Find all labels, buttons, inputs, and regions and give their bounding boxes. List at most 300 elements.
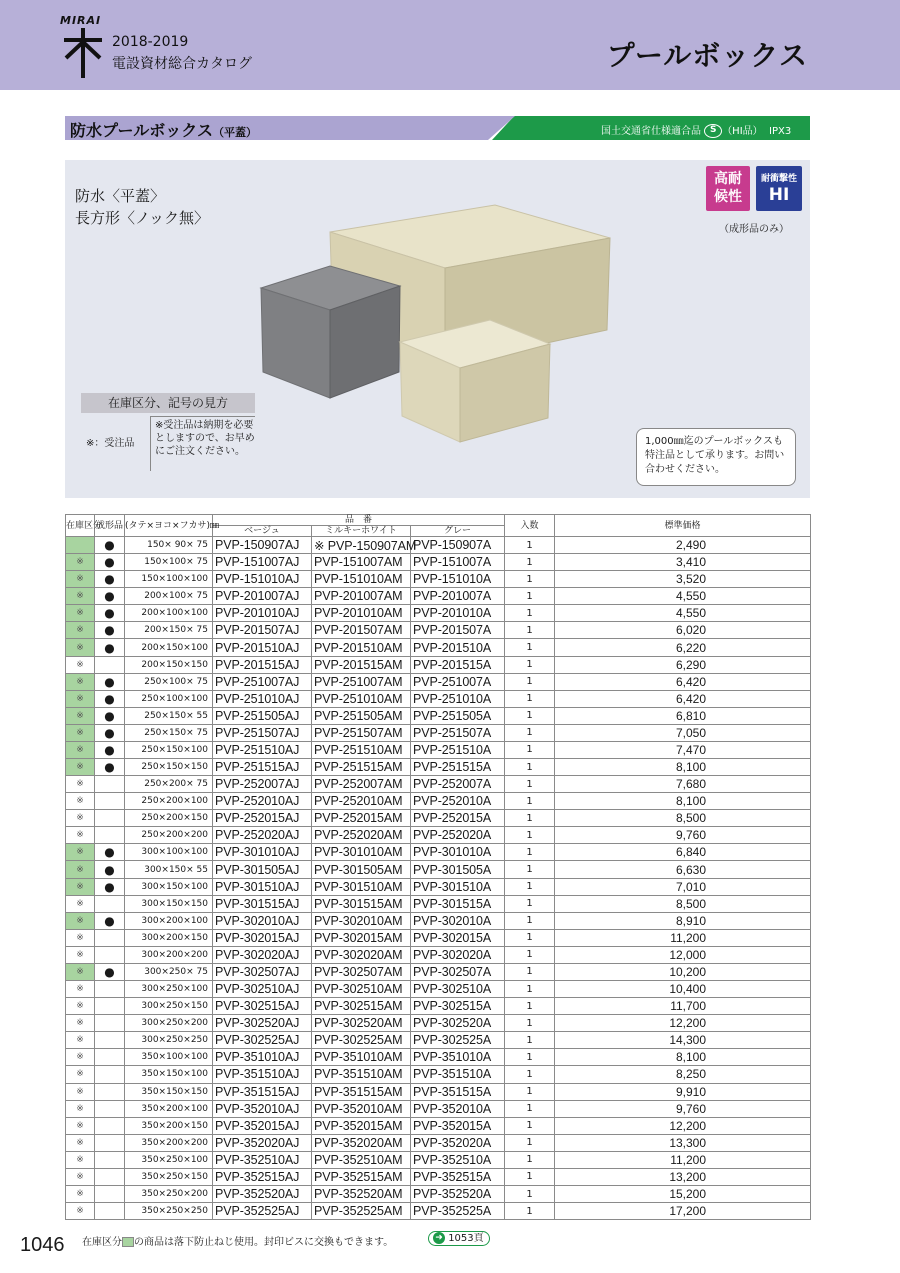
table-row bbox=[66, 963, 811, 980]
product-subtitle-2: 長方形〈ノック無〉 bbox=[75, 209, 209, 227]
price-cell: 11,700 bbox=[555, 998, 811, 1015]
qty-cell: 1 bbox=[505, 741, 555, 758]
molded-cell: ● bbox=[95, 605, 125, 622]
price-cell: 4,550 bbox=[555, 588, 811, 605]
stock-cell: ※ bbox=[66, 588, 95, 605]
price-cell: 6,290 bbox=[555, 656, 811, 673]
stock-cell: ※ bbox=[66, 963, 95, 980]
stock-cell: ※ bbox=[66, 844, 95, 861]
beige-part-number: PVP-251507AJ bbox=[213, 724, 312, 741]
beige-part-number: PVP-252020AJ bbox=[213, 827, 312, 844]
milky-part-number: PVP-352510AM bbox=[312, 1151, 411, 1168]
molded-cell: ● bbox=[95, 912, 125, 929]
footer-note-before: 在庫区分 bbox=[82, 1237, 122, 1248]
gray-part-number: PVP-352015A bbox=[411, 1117, 505, 1134]
table-row bbox=[66, 656, 811, 673]
gray-part-number: PVP-302020A bbox=[411, 946, 505, 963]
table-row bbox=[66, 1083, 811, 1100]
price-cell: 6,420 bbox=[555, 673, 811, 690]
brand-name: MIRAI bbox=[60, 14, 102, 27]
qty-cell: 1 bbox=[505, 1083, 555, 1100]
beige-part-number: PVP-201515AJ bbox=[213, 656, 312, 673]
gray-part-number: PVP-302515A bbox=[411, 998, 505, 1015]
price-cell: 4,550 bbox=[555, 605, 811, 622]
size-cell: 250×100× 75 bbox=[125, 673, 213, 690]
stock-cell: ※ bbox=[66, 707, 95, 724]
beige-part-number: PVP-302515AJ bbox=[213, 998, 312, 1015]
gray-part-number: PVP-301010A bbox=[411, 844, 505, 861]
beige-part-number: PVP-352525AJ bbox=[213, 1203, 312, 1220]
size-cell: 300×250×250 bbox=[125, 1032, 213, 1049]
beige-part-number: PVP-352010AJ bbox=[213, 1100, 312, 1117]
table-row bbox=[66, 605, 811, 622]
milky-part-number: PVP-302020AM bbox=[312, 946, 411, 963]
badge2-line2: HI bbox=[768, 185, 790, 205]
qty-cell: 1 bbox=[505, 1185, 555, 1202]
milky-part-number: ※ PVP-150907AM bbox=[312, 537, 411, 554]
table-row bbox=[66, 861, 811, 878]
size-cell: 250×150× 75 bbox=[125, 724, 213, 741]
price-cell: 12,200 bbox=[555, 1015, 811, 1032]
qty-cell: 1 bbox=[505, 861, 555, 878]
gray-part-number: PVP-252007A bbox=[411, 776, 505, 793]
catalog-year: 2018-2019 bbox=[112, 34, 189, 50]
size-cell: 200×100×100 bbox=[125, 605, 213, 622]
size-cell: 200×150× 75 bbox=[125, 622, 213, 639]
milky-part-number: PVP-352520AM bbox=[312, 1185, 411, 1202]
spec-ipx: IPX3 bbox=[769, 126, 792, 137]
weather-resistance-badge bbox=[706, 166, 750, 211]
page-reference-text: 1053頁 bbox=[448, 1233, 484, 1244]
qty-cell: 1 bbox=[505, 554, 555, 571]
table-row bbox=[66, 759, 811, 776]
molded-cell: ● bbox=[95, 588, 125, 605]
molded-cell bbox=[95, 793, 125, 810]
milky-part-number: PVP-151007AM bbox=[312, 554, 411, 571]
stock-cell: ※ bbox=[66, 1049, 95, 1066]
gray-part-number: PVP-251507A bbox=[411, 724, 505, 741]
header-hinban: 品 番 bbox=[213, 515, 505, 526]
gray-part-number: PVP-251505A bbox=[411, 707, 505, 724]
table-row bbox=[66, 912, 811, 929]
molded-cell: ● bbox=[95, 741, 125, 758]
qty-cell: 1 bbox=[505, 1100, 555, 1117]
beige-part-number: PVP-252007AJ bbox=[213, 776, 312, 793]
stock-legend-heading: 在庫区分、記号の見方 bbox=[81, 393, 255, 413]
molded-cell: ● bbox=[95, 861, 125, 878]
milky-part-number: PVP-201507AM bbox=[312, 622, 411, 639]
page-number: 1046 bbox=[20, 1234, 65, 1256]
price-cell: 14,300 bbox=[555, 1032, 811, 1049]
size-cell: 350×100×100 bbox=[125, 1049, 213, 1066]
milky-part-number: PVP-251507AM bbox=[312, 724, 411, 741]
price-cell: 8,100 bbox=[555, 793, 811, 810]
product-subtitle-1: 防水〈平蓋〉 bbox=[75, 187, 166, 205]
molded-cell: ● bbox=[95, 639, 125, 656]
beige-part-number: PVP-302525AJ bbox=[213, 1032, 312, 1049]
table-row bbox=[66, 895, 811, 912]
beige-part-number: PVP-352510AJ bbox=[213, 1151, 312, 1168]
price-cell: 9,910 bbox=[555, 1083, 811, 1100]
beige-part-number: PVP-301515AJ bbox=[213, 895, 312, 912]
qty-cell: 1 bbox=[505, 1203, 555, 1220]
molded-cell bbox=[95, 1203, 125, 1220]
qty-cell: 1 bbox=[505, 776, 555, 793]
size-cell: 300×250× 75 bbox=[125, 963, 213, 980]
gray-part-number: PVP-351010A bbox=[411, 1049, 505, 1066]
qty-cell: 1 bbox=[505, 571, 555, 588]
stock-cell: ※ bbox=[66, 622, 95, 639]
milky-part-number: PVP-252015AM bbox=[312, 810, 411, 827]
molded-cell: ● bbox=[95, 724, 125, 741]
badge2-line1: 耐衝撃性 bbox=[760, 174, 797, 184]
stock-cell: ※ bbox=[66, 861, 95, 878]
table-row bbox=[66, 810, 811, 827]
table-row bbox=[66, 929, 811, 946]
milky-part-number: PVP-302010AM bbox=[312, 912, 411, 929]
molded-cell bbox=[95, 1049, 125, 1066]
beige-part-number: PVP-352515AJ bbox=[213, 1168, 312, 1185]
stock-cell: ※ bbox=[66, 571, 95, 588]
size-cell: 250×200×150 bbox=[125, 810, 213, 827]
beige-part-number: PVP-302010AJ bbox=[213, 912, 312, 929]
stock-cell: ※ bbox=[66, 1066, 95, 1083]
table-row bbox=[66, 1134, 811, 1151]
table-row bbox=[66, 673, 811, 690]
beige-part-number: PVP-352015AJ bbox=[213, 1117, 312, 1134]
beige-part-number: PVP-201507AJ bbox=[213, 622, 312, 639]
header-milky: ミルキーホワイト bbox=[312, 526, 411, 537]
size-cell: 350×250×150 bbox=[125, 1168, 213, 1185]
size-cell: 350×200×200 bbox=[125, 1134, 213, 1151]
custom-order-note: 1,000㎜迄のプールボックスも特注品として承ります。お問い合わせください。 bbox=[636, 428, 796, 486]
beige-part-number: PVP-302507AJ bbox=[213, 963, 312, 980]
milky-part-number: PVP-301010AM bbox=[312, 844, 411, 861]
molded-cell: ● bbox=[95, 537, 125, 554]
milky-part-number: PVP-252007AM bbox=[312, 776, 411, 793]
header-size-unit: ㎜ bbox=[210, 520, 220, 531]
beige-part-number: PVP-302510AJ bbox=[213, 981, 312, 998]
beige-part-number: PVP-302520AJ bbox=[213, 1015, 312, 1032]
price-cell: 11,200 bbox=[555, 929, 811, 946]
molded-cell bbox=[95, 981, 125, 998]
qty-cell: 1 bbox=[505, 1134, 555, 1151]
beige-part-number: PVP-251505AJ bbox=[213, 707, 312, 724]
price-cell: 8,500 bbox=[555, 810, 811, 827]
table-row bbox=[66, 571, 811, 588]
size-cell: 250×200× 75 bbox=[125, 776, 213, 793]
section-title-text: 防水プールボックス bbox=[70, 121, 214, 140]
table-row bbox=[66, 1049, 811, 1066]
stock-cell: ※ bbox=[66, 639, 95, 656]
table-row bbox=[66, 741, 811, 758]
milky-part-number: PVP-352015AM bbox=[312, 1117, 411, 1134]
stock-cell: ※ bbox=[66, 1203, 95, 1220]
qty-cell: 1 bbox=[505, 844, 555, 861]
table-row bbox=[66, 793, 811, 810]
beige-part-number: PVP-201510AJ bbox=[213, 639, 312, 656]
gray-part-number: PVP-301515A bbox=[411, 895, 505, 912]
price-cell: 2,490 bbox=[555, 537, 811, 554]
milky-part-number: PVP-302520AM bbox=[312, 1015, 411, 1032]
gray-part-number: PVP-302510A bbox=[411, 981, 505, 998]
beige-part-number: PVP-302015AJ bbox=[213, 929, 312, 946]
s-mark-icon: S bbox=[704, 124, 722, 138]
price-cell: 7,680 bbox=[555, 776, 811, 793]
table-row bbox=[66, 827, 811, 844]
stock-cell: ※ bbox=[66, 946, 95, 963]
qty-cell: 1 bbox=[505, 929, 555, 946]
milky-part-number: PVP-352010AM bbox=[312, 1100, 411, 1117]
stock-cell: ※ bbox=[66, 1134, 95, 1151]
catalog-name: 電設資材総合カタログ bbox=[112, 56, 252, 72]
qty-cell: 1 bbox=[505, 707, 555, 724]
stock-cell: ※ bbox=[66, 1117, 95, 1134]
size-cell: 300×250×200 bbox=[125, 1015, 213, 1032]
stock-cell: ※ bbox=[66, 827, 95, 844]
table-row bbox=[66, 1066, 811, 1083]
gray-part-number: PVP-302507A bbox=[411, 963, 505, 980]
gray-part-number: PVP-301510A bbox=[411, 878, 505, 895]
stock-cell: ※ bbox=[66, 929, 95, 946]
price-cell: 3,410 bbox=[555, 554, 811, 571]
milky-part-number: PVP-251510AM bbox=[312, 741, 411, 758]
size-cell: 300×150×150 bbox=[125, 895, 213, 912]
qty-cell: 1 bbox=[505, 895, 555, 912]
size-cell: 300×250×150 bbox=[125, 998, 213, 1015]
gray-part-number: PVP-252015A bbox=[411, 810, 505, 827]
gray-part-number: PVP-352515A bbox=[411, 1168, 505, 1185]
molded-cell bbox=[95, 895, 125, 912]
milky-part-number: PVP-201515AM bbox=[312, 656, 411, 673]
milky-part-number: PVP-351010AM bbox=[312, 1049, 411, 1066]
price-cell: 6,420 bbox=[555, 690, 811, 707]
molded-cell bbox=[95, 998, 125, 1015]
stock-cell: ※ bbox=[66, 895, 95, 912]
gray-part-number: PVP-302525A bbox=[411, 1032, 505, 1049]
stock-legend-mark: ※：受注品 bbox=[86, 438, 135, 449]
beige-part-number: PVP-201007AJ bbox=[213, 588, 312, 605]
beige-part-number: PVP-251515AJ bbox=[213, 759, 312, 776]
stock-cell: ※ bbox=[66, 776, 95, 793]
size-cell: 200×100× 75 bbox=[125, 588, 213, 605]
header-beige: ベージュ bbox=[213, 526, 312, 537]
table-row bbox=[66, 588, 811, 605]
header-molded: 成形品 bbox=[95, 515, 125, 537]
molded-cell bbox=[95, 1066, 125, 1083]
table-row bbox=[66, 1117, 811, 1134]
molded-cell: ● bbox=[95, 554, 125, 571]
header-price: 標準価格 bbox=[555, 515, 811, 537]
qty-cell: 1 bbox=[505, 1066, 555, 1083]
footer-note bbox=[82, 1233, 393, 1248]
size-cell: 300×200×150 bbox=[125, 929, 213, 946]
price-cell: 7,010 bbox=[555, 878, 811, 895]
milky-part-number: PVP-252010AM bbox=[312, 793, 411, 810]
price-cell: 9,760 bbox=[555, 827, 811, 844]
milky-part-number: PVP-352020AM bbox=[312, 1134, 411, 1151]
size-cell: 350×150×100 bbox=[125, 1066, 213, 1083]
gray-part-number: PVP-301505A bbox=[411, 861, 505, 878]
beige-part-number: PVP-252010AJ bbox=[213, 793, 312, 810]
molded-cell: ● bbox=[95, 690, 125, 707]
price-cell: 8,500 bbox=[555, 895, 811, 912]
milky-part-number: PVP-301515AM bbox=[312, 895, 411, 912]
price-cell: 10,200 bbox=[555, 963, 811, 980]
table-row bbox=[66, 554, 811, 571]
qty-cell: 1 bbox=[505, 759, 555, 776]
beige-part-number: PVP-201010AJ bbox=[213, 605, 312, 622]
gray-part-number: PVP-201507A bbox=[411, 622, 505, 639]
qty-cell: 1 bbox=[505, 622, 555, 639]
size-cell: 150×100×100 bbox=[125, 571, 213, 588]
molded-cell: ● bbox=[95, 878, 125, 895]
stock-cell: ※ bbox=[66, 690, 95, 707]
gray-part-number: PVP-151010A bbox=[411, 571, 505, 588]
qty-cell: 1 bbox=[505, 690, 555, 707]
stock-cell: ※ bbox=[66, 554, 95, 571]
price-cell: 12,200 bbox=[555, 1117, 811, 1134]
milky-part-number: PVP-301505AM bbox=[312, 861, 411, 878]
beige-part-number: PVP-251007AJ bbox=[213, 673, 312, 690]
price-cell: 7,050 bbox=[555, 724, 811, 741]
stock-cell: ※ bbox=[66, 656, 95, 673]
gray-part-number: PVP-251007A bbox=[411, 673, 505, 690]
gray-part-number: PVP-201510A bbox=[411, 639, 505, 656]
molded-cell bbox=[95, 1100, 125, 1117]
milky-part-number: PVP-201007AM bbox=[312, 588, 411, 605]
table-row bbox=[66, 1151, 811, 1168]
qty-cell: 1 bbox=[505, 639, 555, 656]
size-cell: 250×200×200 bbox=[125, 827, 213, 844]
size-cell: 300×150×100 bbox=[125, 878, 213, 895]
beige-part-number: PVP-151007AJ bbox=[213, 554, 312, 571]
size-cell: 250×150× 55 bbox=[125, 707, 213, 724]
size-cell: 300×150× 55 bbox=[125, 861, 213, 878]
stock-cell: ※ bbox=[66, 605, 95, 622]
qty-cell: 1 bbox=[505, 912, 555, 929]
beige-part-number: PVP-301010AJ bbox=[213, 844, 312, 861]
milky-part-number: PVP-251007AM bbox=[312, 673, 411, 690]
milky-part-number: PVP-351510AM bbox=[312, 1066, 411, 1083]
stock-cell: ※ bbox=[66, 1032, 95, 1049]
price-cell: 11,200 bbox=[555, 1151, 811, 1168]
gray-part-number: PVP-302015A bbox=[411, 929, 505, 946]
table-row bbox=[66, 537, 811, 554]
price-cell: 3,520 bbox=[555, 571, 811, 588]
price-cell: 6,840 bbox=[555, 844, 811, 861]
gray-part-number: PVP-352510A bbox=[411, 1151, 505, 1168]
qty-cell: 1 bbox=[505, 810, 555, 827]
beige-part-number: PVP-302020AJ bbox=[213, 946, 312, 963]
size-cell: 300×100×100 bbox=[125, 844, 213, 861]
table-row bbox=[66, 981, 811, 998]
price-cell: 7,470 bbox=[555, 741, 811, 758]
qty-cell: 1 bbox=[505, 981, 555, 998]
milky-part-number: PVP-302510AM bbox=[312, 981, 411, 998]
stock-cell: ※ bbox=[66, 1185, 95, 1202]
stock-cell: ※ bbox=[66, 810, 95, 827]
table-row bbox=[66, 690, 811, 707]
stock-cell: ※ bbox=[66, 724, 95, 741]
molded-cell bbox=[95, 1083, 125, 1100]
milky-part-number: PVP-351515AM bbox=[312, 1083, 411, 1100]
molded-cell bbox=[95, 1168, 125, 1185]
page-reference-link[interactable] bbox=[428, 1231, 490, 1246]
molded-cell bbox=[95, 1032, 125, 1049]
stock-cell: ※ bbox=[66, 1015, 95, 1032]
gray-part-number: PVP-150907A bbox=[411, 537, 505, 554]
gray-part-number: PVP-302520A bbox=[411, 1015, 505, 1032]
beige-part-number: PVP-150907AJ bbox=[213, 537, 312, 554]
stock-cell: ※ bbox=[66, 673, 95, 690]
molded-cell bbox=[95, 1185, 125, 1202]
product-table-body bbox=[66, 537, 811, 1220]
beige-part-number: PVP-251510AJ bbox=[213, 741, 312, 758]
qty-cell: 1 bbox=[505, 656, 555, 673]
header-gray: グレー bbox=[411, 526, 505, 537]
green-swatch bbox=[122, 1237, 134, 1247]
qty-cell: 1 bbox=[505, 1168, 555, 1185]
gray-part-number: PVP-201515A bbox=[411, 656, 505, 673]
badge1-line1: 高耐 bbox=[714, 171, 742, 187]
gray-part-number: PVP-351510A bbox=[411, 1066, 505, 1083]
qty-cell: 1 bbox=[505, 588, 555, 605]
molded-cell: ● bbox=[95, 673, 125, 690]
stock-cell: ※ bbox=[66, 759, 95, 776]
milky-part-number: PVP-251505AM bbox=[312, 707, 411, 724]
stock-cell: ※ bbox=[66, 1151, 95, 1168]
size-cell: 350×200×100 bbox=[125, 1100, 213, 1117]
price-cell: 6,220 bbox=[555, 639, 811, 656]
milky-part-number: PVP-251010AM bbox=[312, 690, 411, 707]
gray-part-number: PVP-252010A bbox=[411, 793, 505, 810]
gray-part-number: PVP-302010A bbox=[411, 912, 505, 929]
page-title: プールボックス bbox=[606, 39, 808, 72]
table-row bbox=[66, 1100, 811, 1117]
table-row bbox=[66, 776, 811, 793]
size-cell: 250×100×100 bbox=[125, 690, 213, 707]
molded-cell bbox=[95, 1117, 125, 1134]
price-cell: 17,200 bbox=[555, 1203, 811, 1220]
milky-part-number: PVP-301510AM bbox=[312, 878, 411, 895]
molded-cell bbox=[95, 946, 125, 963]
table-row bbox=[66, 878, 811, 895]
price-cell: 13,300 bbox=[555, 1134, 811, 1151]
molded-cell: ● bbox=[95, 707, 125, 724]
gray-part-number: PVP-251510A bbox=[411, 741, 505, 758]
table-row bbox=[66, 844, 811, 861]
qty-cell: 1 bbox=[505, 537, 555, 554]
table-row bbox=[66, 1015, 811, 1032]
molded-cell bbox=[95, 1151, 125, 1168]
size-cell: 350×250×250 bbox=[125, 1203, 213, 1220]
size-cell: 250×150×150 bbox=[125, 759, 213, 776]
size-cell: 300×200×100 bbox=[125, 912, 213, 929]
beige-part-number: PVP-301505AJ bbox=[213, 861, 312, 878]
table-row bbox=[66, 1203, 811, 1220]
table-row bbox=[66, 1185, 811, 1202]
molded-cell bbox=[95, 929, 125, 946]
size-cell: 250×200×100 bbox=[125, 793, 213, 810]
gray-part-number: PVP-352020A bbox=[411, 1134, 505, 1151]
size-cell: 350×200×150 bbox=[125, 1117, 213, 1134]
molded-cell bbox=[95, 656, 125, 673]
gray-part-number: PVP-351515A bbox=[411, 1083, 505, 1100]
qty-cell: 1 bbox=[505, 878, 555, 895]
price-cell: 9,760 bbox=[555, 1100, 811, 1117]
price-cell: 8,910 bbox=[555, 912, 811, 929]
